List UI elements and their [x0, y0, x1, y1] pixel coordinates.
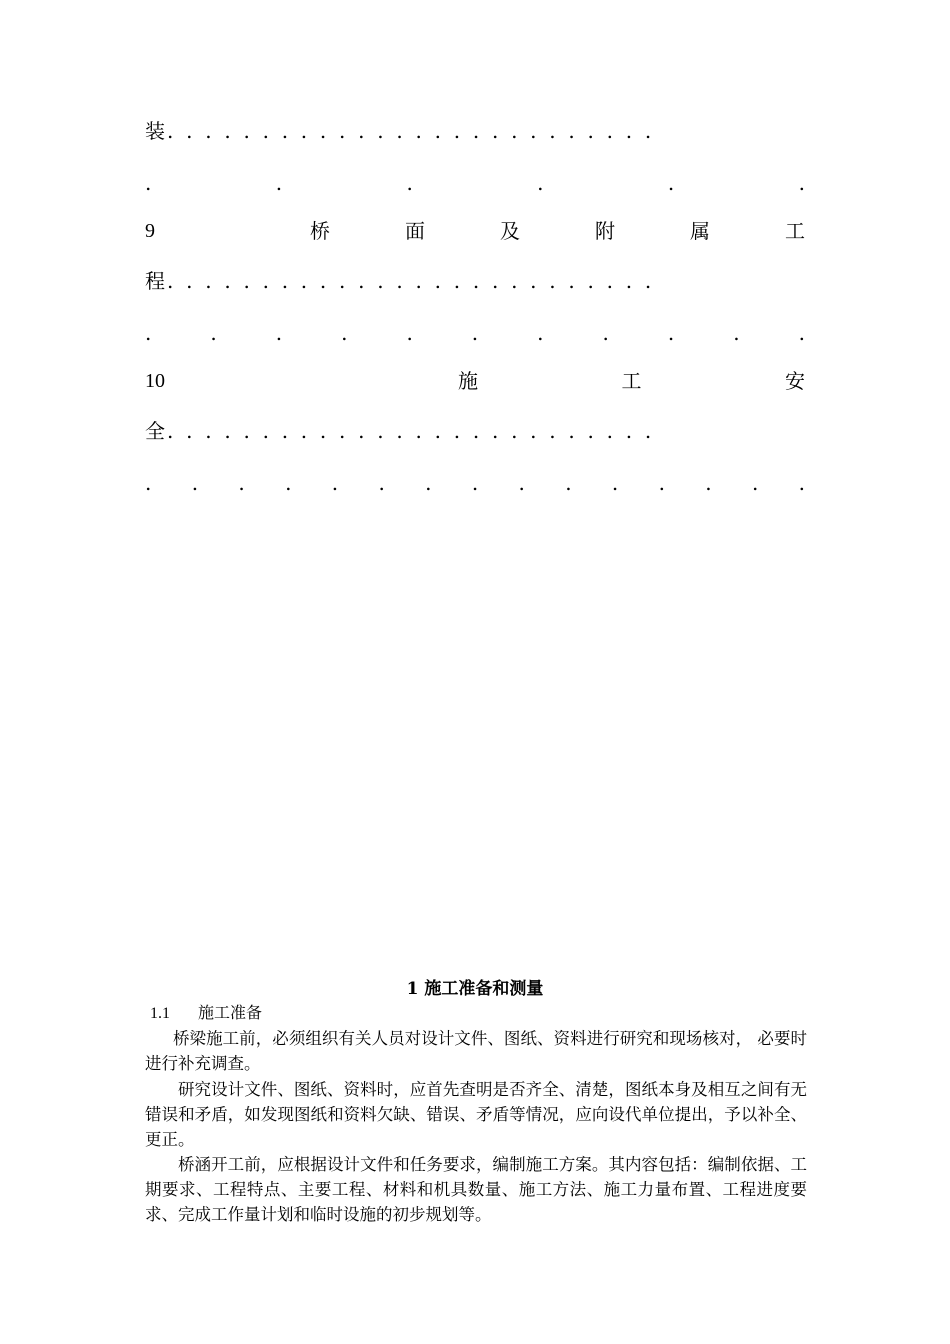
- toc-title-char: 属: [690, 219, 710, 243]
- toc-leader-dot: .: [602, 321, 609, 345]
- toc-word: 装: [145, 119, 165, 143]
- subsection-title: 施工准备: [198, 1003, 263, 1022]
- toc-leader-dot: .: [341, 321, 348, 345]
- toc-title-char: 工: [621, 369, 642, 393]
- paragraph-1: 桥梁施工前，必须组织有关人员对设计文件、图纸、资料进行研究和现场核对， 必要时进行补充调查。: [145, 1029, 807, 1073]
- toc-title-char: 工: [785, 219, 805, 243]
- toc-leader-dot: .: [798, 471, 805, 495]
- subsection-heading: [150, 1001, 262, 1026]
- toc-leader-dot: .: [425, 471, 432, 495]
- toc-leader-text: . . . . . . . . . . . . . . . . . . . . . . . . . .: [167, 269, 655, 293]
- toc-leader-dot: .: [565, 471, 572, 495]
- toc-entry-9: [145, 216, 805, 246]
- toc-leader-dot: .: [145, 471, 152, 495]
- toc-row: [145, 416, 805, 446]
- toc-leader-dot: .: [667, 321, 675, 345]
- toc-title-char: 桥: [310, 219, 330, 243]
- toc-dot-row: [145, 168, 805, 198]
- toc-entry-number: 10: [145, 370, 165, 392]
- toc-leader: [165, 266, 805, 296]
- toc-leader-dot: .: [537, 321, 544, 345]
- paragraph-2: 研究设计文件、图纸、资料时，应首先查明是否齐全、清楚，图纸本身及相互之间有无错误和矛盾，如发现图纸和资料欠缺、错误、矛盾等情况，应向设代单位提出，予以补全、更正。: [145, 1080, 807, 1149]
- toc-leader-dot: .: [285, 471, 292, 495]
- toc-title-char: 及: [500, 219, 520, 243]
- toc-leader-dot: .: [733, 321, 740, 345]
- toc-leader-dot: .: [275, 321, 283, 345]
- toc-title-char: 安: [785, 369, 805, 393]
- toc-leader-dot: .: [238, 471, 245, 495]
- subsection-number: 1.1: [150, 1005, 170, 1022]
- toc-leader-dot: .: [275, 171, 283, 195]
- toc-leader-dot: .: [406, 171, 413, 195]
- toc-leader-dot: .: [145, 321, 152, 345]
- toc-entry-title: [458, 366, 805, 396]
- toc-leader-dot: .: [471, 471, 479, 495]
- toc-leader-dot: .: [331, 471, 339, 495]
- toc-word: 全: [145, 419, 165, 443]
- toc-row: [145, 116, 805, 146]
- toc-leader-dot: .: [406, 321, 413, 345]
- toc-leader-dot: .: [378, 471, 385, 495]
- toc-leader-dot: .: [667, 171, 675, 195]
- toc-leader-dot: .: [518, 471, 525, 495]
- toc-leader-dot: .: [658, 471, 665, 495]
- toc-dot-row: [145, 318, 805, 348]
- toc-leader-dot: .: [751, 471, 759, 495]
- toc-leader-text: . . . . . . . . . . . . . . . . . . . . . . . . . .: [167, 119, 655, 143]
- toc-leader-dot: .: [705, 471, 712, 495]
- toc-entry-number: 9: [145, 220, 155, 242]
- toc-leader-text: . . . . . . . . . . . . . . . . . . . . . . . . . .: [167, 419, 655, 443]
- toc-leader-dot: .: [611, 471, 619, 495]
- toc-entry-10: [145, 366, 805, 396]
- toc-leader: [165, 116, 805, 146]
- toc-dot-row: [145, 468, 805, 498]
- toc-leader-dot: .: [210, 321, 217, 345]
- toc-leader-dot: .: [145, 171, 152, 195]
- toc-title-char: 附: [595, 219, 615, 243]
- toc-leader: [165, 416, 805, 446]
- toc-leader-dot: .: [798, 321, 805, 345]
- toc-word: 程: [145, 269, 165, 293]
- toc-leader-dot: .: [471, 321, 479, 345]
- toc-leader-dot: .: [798, 171, 805, 195]
- paragraph-3: 桥涵开工前，应根据设计文件和任务要求，编制施工方案。其内容包括：编制依据、工期要求、工程特点、主要工程、材料和机具数量、施工方法、施工力量布置、工程进度要求、完成工作量计划和临时设施的初步规划等。: [145, 1155, 807, 1224]
- toc-entry-title: [310, 216, 805, 246]
- toc-leader-dot: .: [537, 171, 544, 195]
- toc-title-char: 施: [458, 369, 478, 393]
- toc-row: [145, 266, 805, 296]
- toc-title-char: 面: [405, 219, 425, 243]
- section-title: 1 施工准备和测量: [406, 979, 544, 999]
- toc-leader-dot: .: [191, 471, 199, 495]
